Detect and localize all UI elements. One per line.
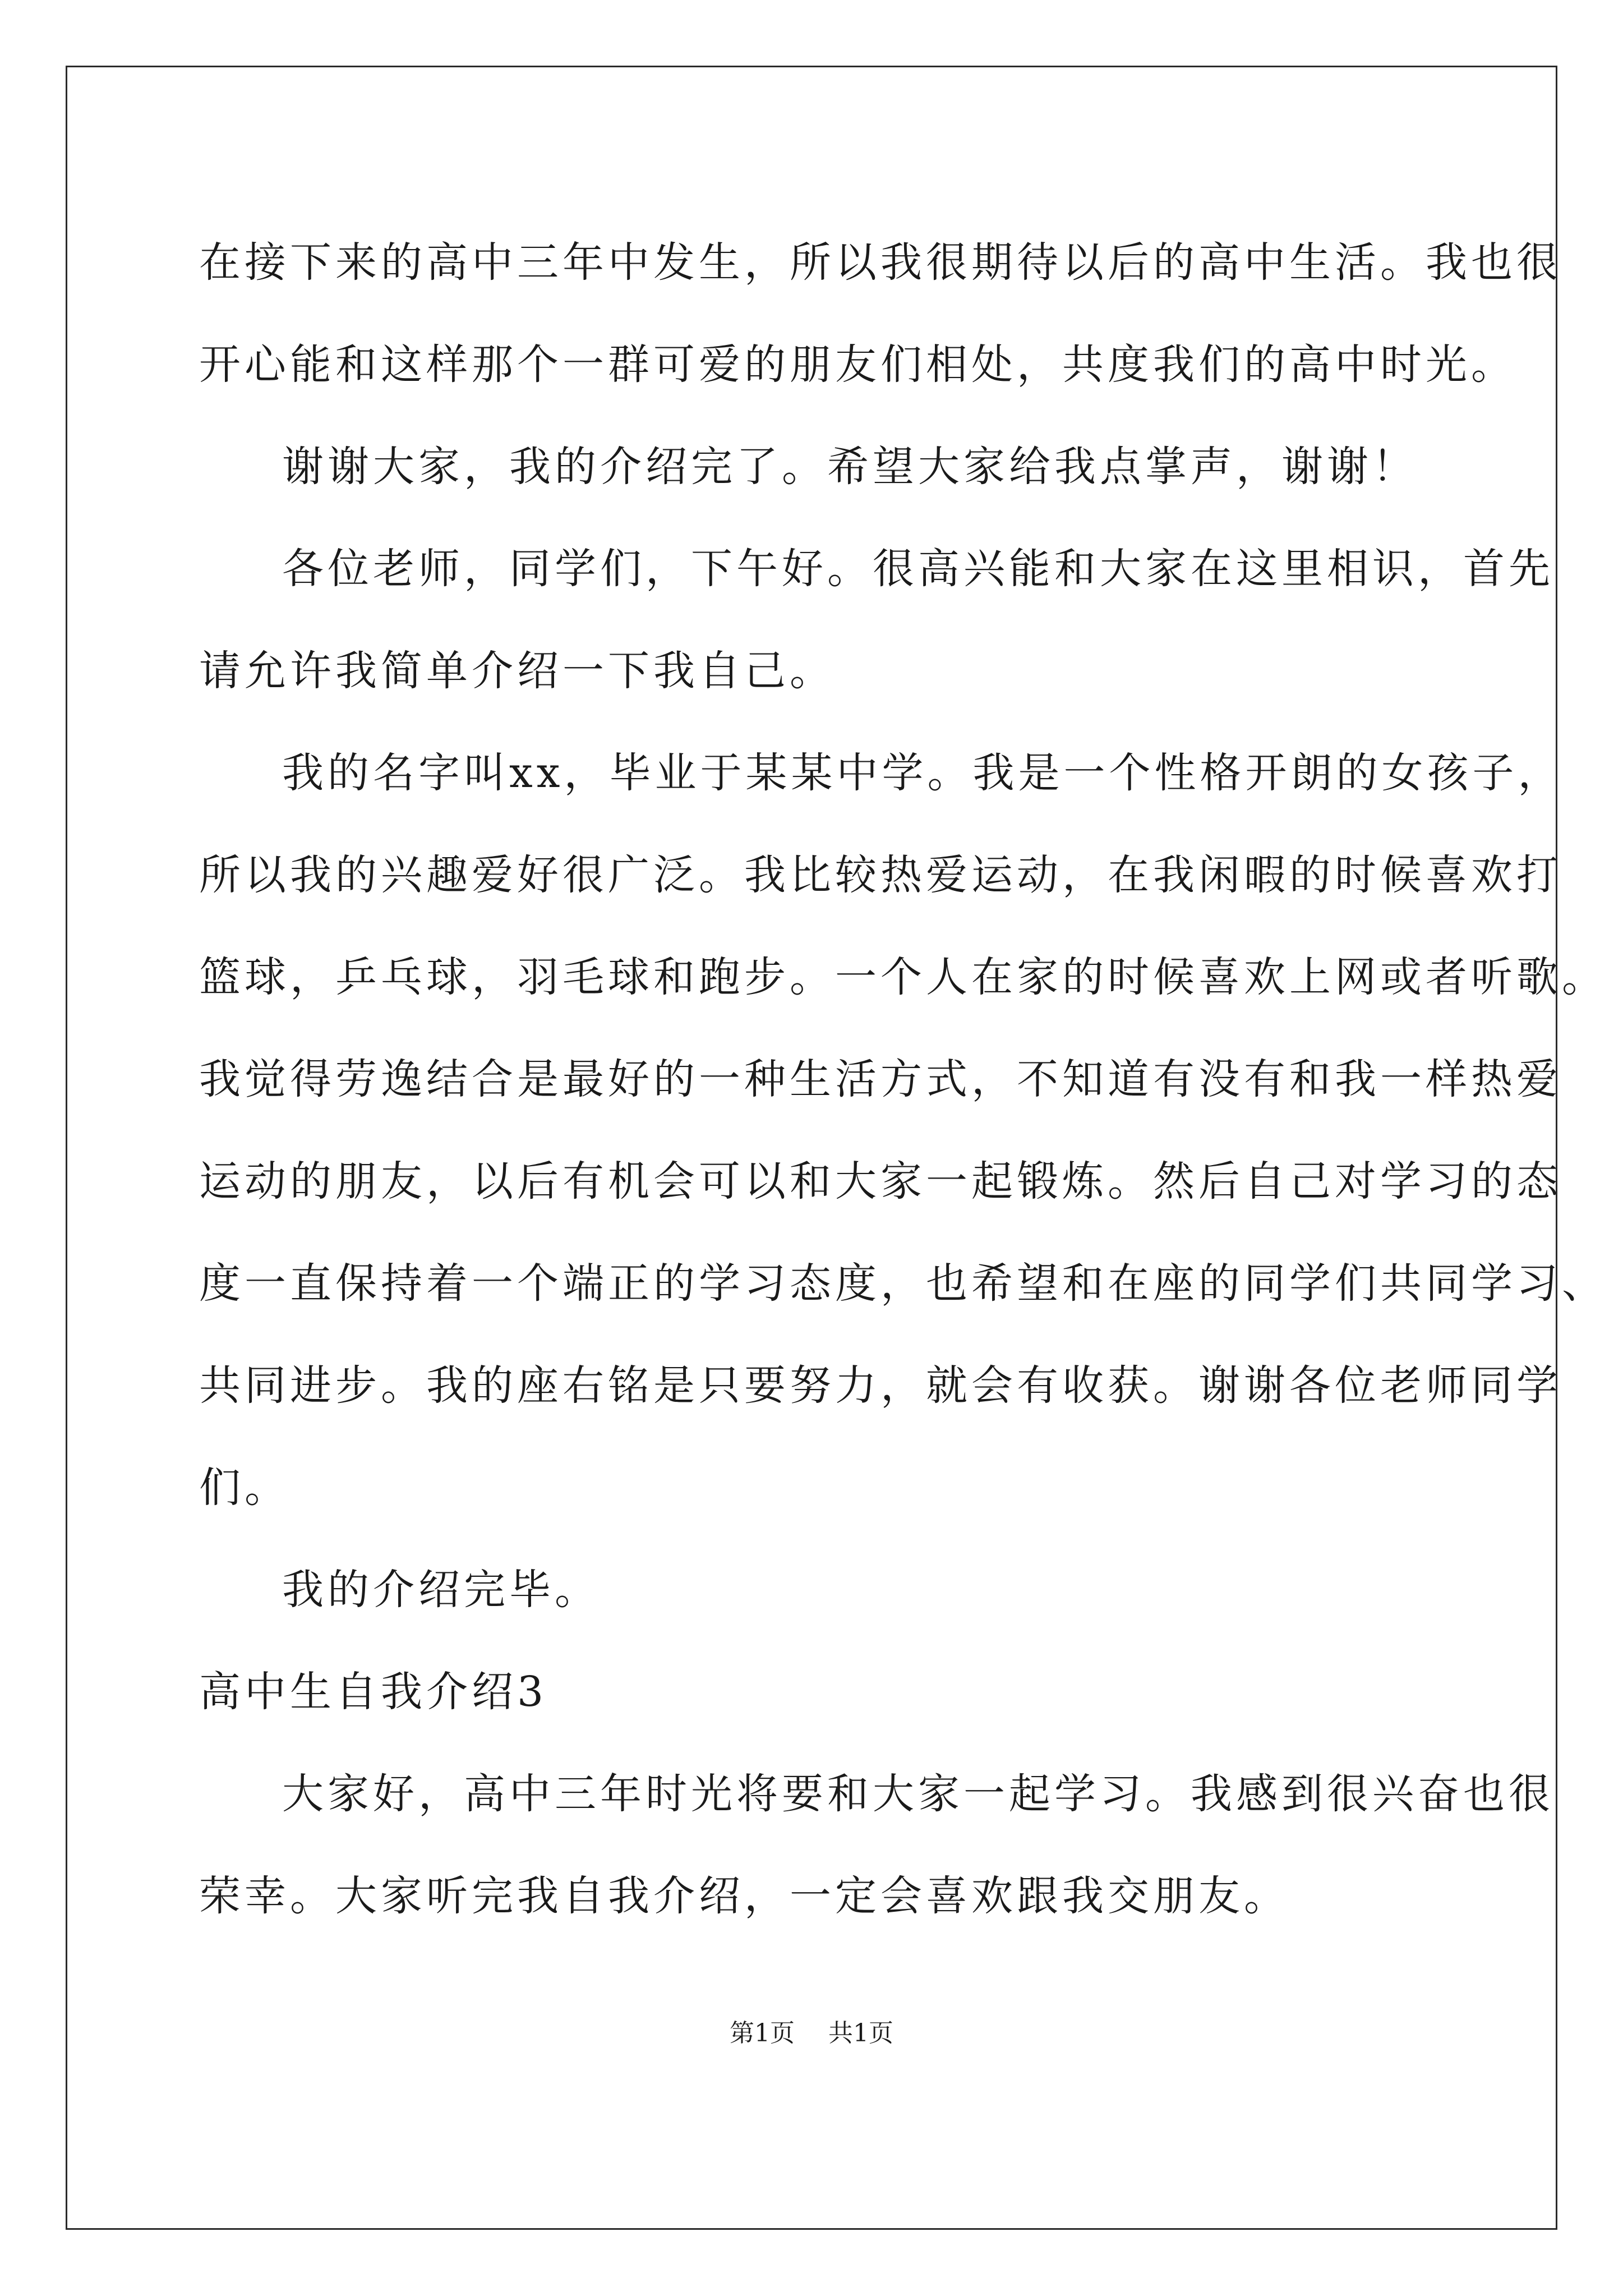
text-line: 们。 [199,1464,290,1512]
page-footer [0,2017,1623,2050]
text-line: 大家好，高中三年时光将要和大家一起学习。我感到很兴奋也很 [282,1770,1554,1818]
text-line: 运动的朋友，以后有机会可以和大家一起锻炼。然后自己对学习的态 [199,1157,1562,1205]
document-body [199,211,1607,1947]
text-line: 度一直保持着一个端正的学习态度，也希望和在座的同学们共同学习、 [199,1259,1607,1308]
text-line: 荣幸。大家听完我自我介绍，一定会喜欢跟我交朋友。 [199,1872,1289,1920]
text-line: 谢谢大家，我的介绍完了。希望大家给我点掌声，谢谢！ [282,443,1418,491]
text-line: 请允许我简单介绍一下我自己。 [199,647,835,695]
text-line: 在接下来的高中三年中发生，所以我很期待以后的高中生活。我也很 [199,238,1562,287]
text-line: 共同进步。我的座右铭是只要努力，就会有收获。谢谢各位老师同学 [199,1361,1562,1410]
section-heading: 高中生自我介绍3 [199,1668,548,1716]
text-line: 各位老师，同学们，下午好。很高兴能和大家在这里相识，首先 [282,545,1554,593]
page-number-current: 第1页 [730,2019,795,2047]
text-line: 我的介绍完毕。 [282,1566,600,1614]
text-line: 我觉得劳逸结合是最好的一种生活方式，不知道有没有和我一样热爱 [199,1055,1562,1103]
page-number-total: 共1页 [828,2019,893,2047]
text-line: 开心能和这样那个一群可爱的朋友们相处，共度我们的高中时光。 [199,341,1516,389]
text-line: 我的名字叫xx，毕业于某某中学。我是一个性格开朗的女孩子， [282,749,1564,797]
text-line: 所以我的兴趣爱好很广泛。我比较热爱运动，在我闲暇的时候喜欢打 [199,851,1562,899]
text-line: 篮球，乒乓球，羽毛球和跑步。一个人在家的时候喜欢上网或者听歌。 [199,953,1607,1001]
